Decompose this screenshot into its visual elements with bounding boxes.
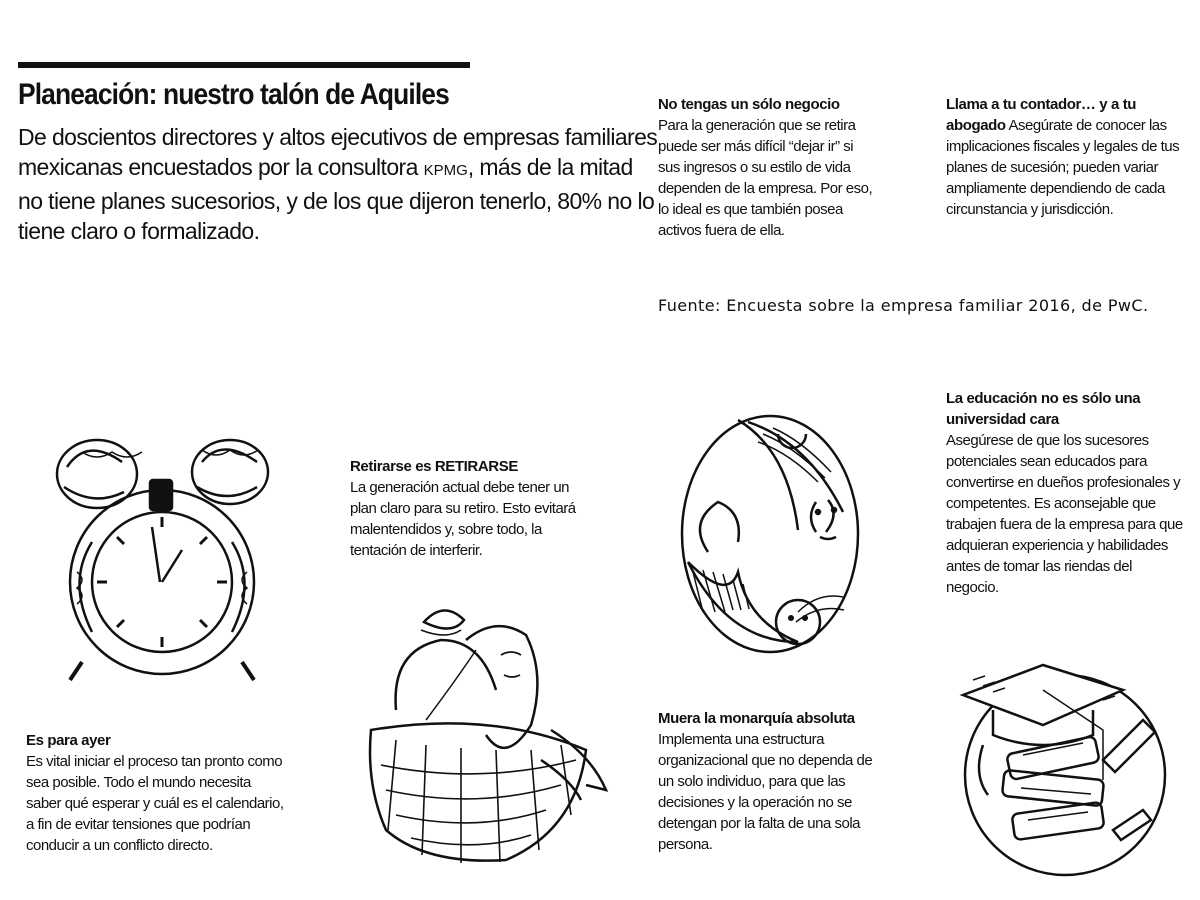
tip-monarquia: [658, 708, 878, 855]
page-title: Planeación: nuestro talón de Aquiles: [18, 78, 449, 111]
intro-paragraph: [18, 122, 658, 246]
graduation-books-icon: [953, 650, 1178, 880]
tip-ayer-body: Es vital iniciar el proceso tan pronto como sea posible. Todo el mundo necesita saber qué esperar y cuál es el calendario, a fin de evitar tensiones que podrían conducir a un conflicto directo.: [26, 753, 284, 854]
alarm-clock-icon: [52, 432, 277, 687]
tip-monarquia-heading: Muera la monarquía absoluta: [658, 710, 855, 727]
tip-contador: [946, 94, 1181, 220]
tip-retirarse-heading: Retirarse es RETIRARSE: [350, 458, 518, 475]
tip-negocio: [658, 94, 878, 241]
tip-ayer-heading: Es para ayer: [26, 732, 111, 749]
tip-retirarse-body: La generación actual debe tener un plan claro para su retiro. Esto evitará malentendidos y, sobre todo, la tentación de interferir.: [350, 479, 576, 559]
tip-contador-body: Asegúrate de conocer las implicaciones fiscales y legales de tus planes de sucesión; pueden variar ampliamente dependiendo de cada circunstancia y jurisdicción.: [946, 117, 1180, 218]
kpmg-label: KPMG: [423, 162, 468, 179]
tip-monarquia-body: Implementa una estructura organizacional que no dependa de un solo individuo, para que las decisiones y la operación no se detengan por la falta de una sola persona.: [658, 731, 873, 853]
intro-text-end: , más de la mitad no tiene planes sucesorios, y de los que dijeron tenerlo, 80% no lo tiene claro o formalizado.: [18, 154, 655, 244]
intro-text-start: De doscientos directores y altos ejecutivos de empresas familiares mexicanas encuestados por la consultora: [18, 124, 658, 180]
tip-ayer: [26, 730, 286, 856]
source-note: Fuente: Encuesta sobre la empresa familiar 2016, de PwC.: [658, 296, 1149, 315]
basket-figures-icon: [366, 600, 626, 870]
tip-negocio-body: Para la generación que se retira puede ser más difícil “dejar ir” si sus ingresos o su estilo de vida dependen de la empresa. Por eso, lo ideal es que también posea activos fuera de ella.: [658, 117, 873, 239]
family-faces-icon: [678, 412, 863, 657]
tip-negocio-heading: No tengas un sólo negocio: [658, 96, 840, 113]
tip-contador-heading: Llama a tu contador… y a tu abogado: [946, 96, 1137, 134]
tip-retirarse: [350, 456, 590, 561]
header-rule: [18, 62, 470, 68]
tip-educacion: [946, 388, 1184, 598]
tip-educacion-heading: La educación no es sólo una universidad cara: [946, 390, 1141, 428]
tip-educacion-body: Asegúrese de que los sucesores potenciales sean educados para convertirse en dueños profesionales y competentes. Es aconsejable que trabajen fuera de la empresa para que adquieran experiencia y habilidades antes de tomar las riendas del negocio.: [946, 432, 1183, 596]
